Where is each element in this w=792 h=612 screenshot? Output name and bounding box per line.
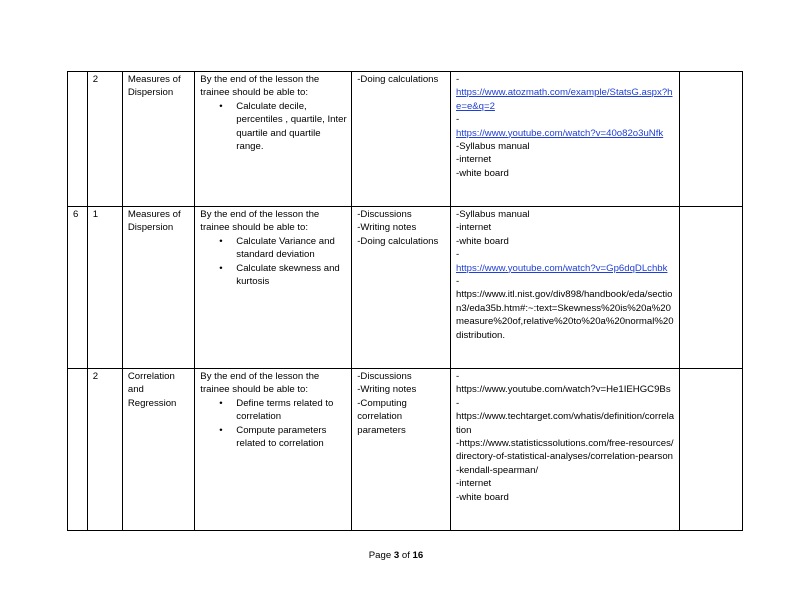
page-of-label: of: [401, 550, 410, 561]
objective-list: [200, 100, 347, 154]
objective-item: • Define terms related to correlation: [236, 397, 347, 424]
resource-item: https://www.techtarget.com/whatis/definition/correlation: [456, 411, 675, 436]
week-cell: [68, 72, 88, 207]
lesson-cell: 1: [87, 207, 122, 369]
resource-item: -: [456, 74, 460, 85]
topic-cell: Measures of Dispersion: [122, 72, 194, 207]
topic-cell: Measures of Dispersion: [122, 207, 194, 369]
resources-cell: [451, 207, 680, 369]
resource-item: https://www.itl.nist.gov/div898/handbook/eda/section3/eda35b.htm#:~:text=Skewness%20is%20a%20measure%20of,relative%20to%20a%20normal%20distribution.: [456, 289, 674, 341]
objectives-cell: [195, 369, 352, 531]
remarks-cell: [680, 72, 743, 207]
objective-item: • Calculate skewness and kurtosis: [236, 262, 347, 289]
activity-item: -Doing calculations: [357, 235, 439, 247]
resource-item: -: [456, 371, 460, 382]
activity-item: -Computing correlation parameters: [357, 397, 407, 436]
remarks-cell: [680, 369, 743, 531]
resource-item: -internet: [456, 154, 492, 166]
resource-item: -white board: [456, 491, 509, 503]
objective-item: • Calculate decile, percentiles , quartile, Inter quartile and quartile range.: [236, 100, 347, 154]
objective-item: • Calculate Variance and standard deviation: [236, 235, 347, 262]
resource-item: -: [456, 114, 460, 126]
resource-link[interactable]: https://www.youtube.com/watch?v=40o82o3uNfk: [456, 127, 664, 139]
page-label: Page: [368, 550, 392, 561]
activity-item: -Writing notes: [357, 222, 417, 234]
objectives-cell: [195, 207, 352, 369]
table-row: [68, 72, 743, 207]
week-cell: 6: [68, 207, 88, 369]
resource-item: https://www.youtube.com/watch?v=He1IEHGC9Bs: [456, 384, 671, 396]
resource-item: -https://www.statisticssolutions.com/free-resources/directory-of-statistical-analyses/correlation-pearson-kendall-spearman/: [456, 438, 674, 476]
objective-item: • Compute parameters related to correlation: [236, 424, 347, 451]
topic-cell: Correlation and Regression: [122, 369, 194, 531]
page-current: 3: [393, 550, 400, 561]
lesson-cell: 2: [87, 72, 122, 207]
activities-cell: [352, 207, 451, 369]
activity-item: -Doing calculations: [357, 74, 439, 85]
objective-intro: By the end of the lesson the trainee should be able to:: [200, 74, 320, 99]
page-footer: [0, 550, 792, 561]
resource-item: -: [456, 249, 460, 261]
objective-intro: By the end of the lesson the trainee should be able to:: [200, 371, 320, 396]
resource-item: -Syllabus manual: [456, 141, 530, 153]
objective-list: [200, 235, 347, 289]
table-row: [68, 207, 743, 369]
table-row: [68, 369, 743, 531]
resource-item: -white board: [456, 167, 509, 179]
lesson-cell: 2: [87, 369, 122, 531]
objective-list: [200, 397, 347, 451]
resources-cell: [451, 72, 680, 207]
resource-item: -internet: [456, 222, 492, 234]
resource-item: -: [456, 276, 460, 288]
activities-cell: [352, 72, 451, 207]
resource-item: -Syllabus manual: [456, 209, 530, 220]
objective-intro: By the end of the lesson the trainee should be able to:: [200, 209, 320, 234]
objectives-cell: [195, 72, 352, 207]
resource-link[interactable]: https://www.atozmath.com/example/StatsG.aspx?he=e&q=2: [456, 87, 673, 112]
week-cell: [68, 369, 88, 531]
resource-item: -white board: [456, 235, 509, 247]
activities-cell: [352, 369, 451, 531]
remarks-cell: [680, 207, 743, 369]
resources-cell: [451, 369, 680, 531]
page-total: 16: [412, 550, 424, 561]
resource-link[interactable]: https://www.youtube.com/watch?v=Gp6dqDLchbk: [456, 262, 668, 274]
activity-item: -Discussions: [357, 209, 412, 220]
resource-item: -: [456, 397, 460, 409]
activity-item: -Discussions: [357, 371, 412, 382]
resource-item: -internet: [456, 478, 492, 490]
activity-item: -Writing notes: [357, 384, 417, 396]
lesson-plan-table: [67, 71, 743, 531]
